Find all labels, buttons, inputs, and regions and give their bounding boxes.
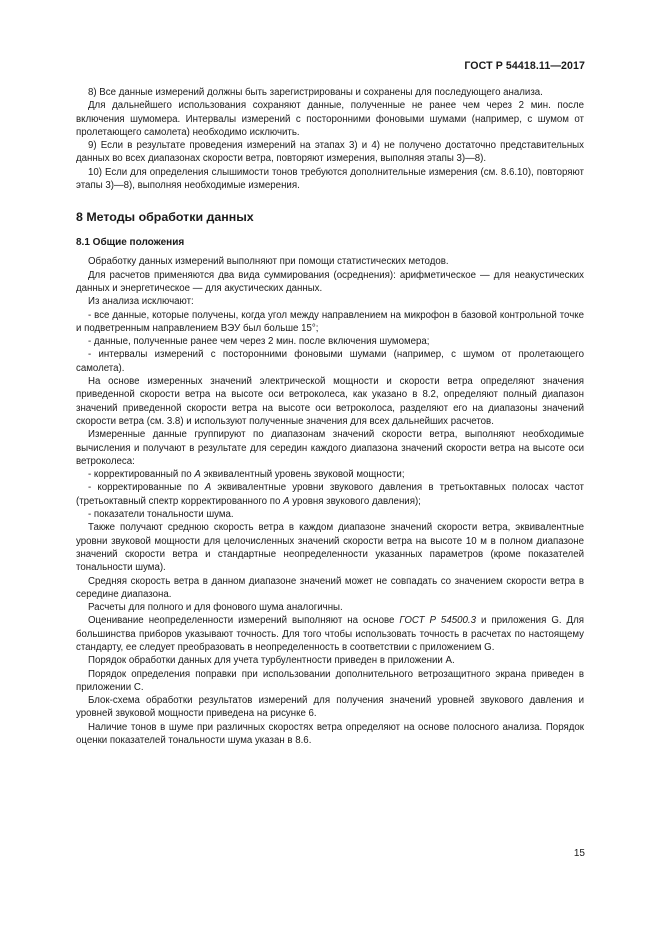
paragraph: Блок-схема обработки результатов измерений для получения значений уровней звукового давления и уровней звуковой мощности приведена на рисунке 6. [76, 695, 584, 720]
text-run: Оценивание неопределенности измерений выполняют на основе [88, 615, 400, 627]
paragraph: Также получают среднюю скорость ветра в каждом диапазоне значений скорости ветра, эквивалентные уровни звуковой мощности для целочисленных значений скорости ветра на высоте 10 м в полном диапазоне значений скорости ветра и стандартные неопределенности указанных параметров (кроме показателей тональности шума). [76, 522, 584, 574]
text-run: - корректированный по [88, 469, 195, 481]
paragraph: 10) Если для определения слышимости тонов требуются дополнительные измерения (см. 8.6.10), повторяют этапы 3)—8), выполняя необходимые измерения. [76, 166, 584, 192]
list-item: - интервалы измерений с посторонними фоновыми шумами (например, с шумом от пролетающего самолета). [76, 349, 584, 374]
list-item [76, 481, 584, 508]
paragraph: Расчеты для полного и для фонового шума аналогичны. [88, 602, 343, 614]
document-body [76, 86, 584, 747]
text-run: эквивалентные уровни звукового давления в третьоктавных полосах частот (третьоктавный спектр корректированного по [76, 482, 584, 507]
paragraph: На основе измеренных значений электрической мощности и скорости ветра определяют значения приведенной скорости ветра на высоте оси ветроколеса, как указано в 8.2, определяют полный диапазон значений приведенной скорости ветра на высоте оси ветроколоса, разделяют его на диапазоны значений скорости ветра (см. 3.8) и используют полученные значения для всех дальнейших расчетов. [76, 376, 584, 427]
page-number: 15 [573, 848, 585, 859]
text-run: - корректированные по [88, 482, 205, 494]
section-heading: 8 Методы обработки данных [76, 210, 254, 225]
italic-symbol: A [283, 495, 290, 507]
standard-reference: ГОСТ Р 54500.3 [399, 615, 476, 627]
paragraph: Средняя скорость ветра в данном диапазоне значений может не совпадать со значением скорости ветра в середине диапазона. [76, 575, 584, 600]
text-run: и приложения G. Для большинства приборов указывают точность. Для того чтобы использовать точность в расчетах по настоящему стандарту, ее следует преобразовать в неопределенность в соответствии с приложением G. [76, 615, 584, 653]
paragraph: Из анализа исключают: [88, 296, 194, 308]
paragraph: Для дальнейшего использования сохраняют данные, полученные не ранее чем через 2 мин. после включения шумомера. Интервалы измерений с посторонними фоновыми шумами (например, с шумом от пролетающего самолета) необходимо исключить. [76, 100, 584, 138]
paragraph: Для расчетов применяются два вида суммирования (осреднения): арифметическое — для неакустических данных и энергетическое — для акустических данных. [76, 269, 584, 294]
text-run: уровня звукового давления); [289, 495, 421, 507]
paragraph: 9) Если в результате проведения измерений на этапах 3) и 4) не получено достаточно представительных данных во всех диапазонах скорости ветра, повторяют измерения, выполняя этапы 3)—8). [76, 140, 584, 165]
subsection-heading: 8.1 Общие положения [76, 237, 185, 249]
paragraph: 8) Все данные измерений должны быть зарегистрированы и сохранены для последующего анализа. [88, 87, 543, 98]
italic-symbol: A [194, 469, 201, 481]
paragraph: Порядок обработки данных для учета турбулентности приведен в приложении А. [88, 655, 455, 667]
list-item: - показатели тональности шума. [88, 509, 234, 521]
list-item [76, 468, 584, 481]
paragraph: Обработку данных измерений выполняют при помощи статистических методов. [88, 256, 449, 268]
text-run: эквивалентный уровень звуковой мощности; [200, 469, 405, 481]
paragraph: Порядок определения поправки при использовании дополнительного ветрозащитного экрана приведен в приложении С. [76, 668, 584, 693]
list-item: - данные, полученные ранее чем через 2 мин. после включения шумомера; [88, 336, 430, 348]
italic-symbol: A [204, 482, 212, 494]
paragraph: Измеренные данные группируют по диапазонам значений скорости ветра, выполняют необходимые вычисления и получают в результате для середин каждого диапазона значений скорости ветра на высоте оси ветроколеса: [76, 429, 584, 467]
paragraph [76, 614, 584, 654]
list-item: - все данные, которые получены, когда угол между направлением на микрофон в базовой контрольной точке и подветренным направлением ВЭУ был больше 15°; [76, 309, 584, 334]
paragraph: Наличие тонов в шуме при различных скоростях ветра определяют на основе полосного анализа. Порядок оценки показателей тональности шума указан в 8.6. [76, 721, 584, 747]
document-code: ГОСТ Р 54418.11—2017 [464, 60, 585, 72]
